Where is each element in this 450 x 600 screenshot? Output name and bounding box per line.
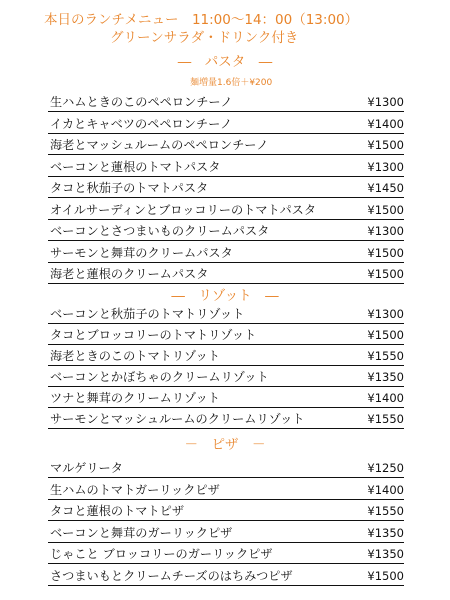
menu-item-row (48, 115, 404, 134)
menu-item-name: ベーコンと蓮根のトマトパスタ (50, 159, 221, 174)
menu-item-row (48, 347, 404, 366)
menu-item-name: タコと蓮根のトマトピザ (50, 504, 185, 518)
menu-item-row (48, 201, 404, 220)
menu-item-price: ¥1300 (367, 224, 404, 238)
menu-item-row (48, 481, 404, 500)
pasta-note: 麺増量1.6倍＋¥200 (190, 78, 273, 88)
menu-item-name: オイルサーディンとブロッコリーのトマトパスタ (50, 202, 317, 217)
menu-item-name: ツナと舞茸のクリームリゾット (50, 391, 220, 405)
menu-item-row (48, 524, 404, 543)
menu-item-name: イカとキャベツのペペロンチーノ (50, 116, 233, 131)
menu-item-price: ¥1400 (367, 116, 404, 131)
menu-item-name: 海老ときのこのトマトリゾット (50, 349, 220, 363)
menu-item-row (48, 179, 404, 198)
menu-item-row (48, 368, 404, 387)
menu-item-price: ¥1500 (367, 202, 404, 217)
menu-item-name: ベーコンとさつまいものクリームパスタ (50, 224, 270, 238)
menu-item-row (48, 459, 404, 478)
menu-item-row (48, 305, 404, 324)
menu-item-price: ¥1250 (367, 461, 404, 475)
menu-item-name: 海老とマッシュルームのペペロンチーノ (50, 138, 269, 152)
menu-item-price: ¥1300 (367, 159, 404, 174)
menu-item-price: ¥1500 (367, 568, 404, 583)
menu-item-price: ¥1300 (367, 95, 404, 109)
menu-item-name: タコと秋茄子のトマトパスタ (50, 181, 209, 195)
menu-item-row (48, 502, 404, 521)
menu-item-name: 海老と蓮根のクリームパスタ (50, 267, 209, 281)
menu-item-name: マルゲリータ (50, 461, 123, 475)
menu-item-name: 生ハムのトマトガーリックピザ (50, 482, 220, 497)
menu-item-row (48, 222, 404, 241)
menu-item-name: ベーコンと秋茄子のトマトリゾット (50, 307, 245, 321)
menu-item-row (48, 265, 404, 284)
section-title-pizza: － ピザ － (184, 437, 266, 453)
menu-item-name: じゃこと ブロッコリーのガーリックピザ (50, 547, 273, 561)
menu-item-price: ¥1550 (367, 349, 404, 363)
menu-item-row (48, 136, 404, 155)
menu-item-price: ¥1500 (367, 245, 404, 260)
menu-item-price: ¥1500 (367, 328, 404, 342)
menu-item-row (48, 389, 404, 408)
menu-item-row (48, 244, 404, 263)
menu-item-price: ¥1350 (367, 547, 404, 561)
menu-item-price: ¥1450 (367, 181, 404, 195)
section-title-risotto: ― リゾット ― (171, 288, 279, 304)
menu-item-row (48, 158, 404, 177)
menu-item-price: ¥1400 (367, 391, 404, 405)
menu-item-row (48, 545, 404, 564)
menu-item-name: サーモンと舞茸のクリームパスタ (50, 245, 233, 260)
menu-item-row (48, 93, 404, 112)
menu-item-price: ¥1550 (367, 504, 404, 518)
menu-item-name: ベーコンとかぼちゃのクリームリゾット (50, 370, 269, 384)
menu-item-name: ベーコンと舞茸のガーリックピザ (50, 525, 233, 540)
menu-item-price: ¥1350 (367, 525, 404, 540)
menu-item-name: サーモンとマッシュルームのクリームリゾット (50, 412, 305, 426)
menu-item-price: ¥1500 (367, 138, 404, 152)
menu-item-price: ¥1500 (367, 267, 404, 281)
menu-item-price: ¥1550 (367, 412, 404, 426)
menu-item-name: さつまいもとクリームチーズのはちみつピザ (50, 568, 293, 583)
menu-subtitle: グリーンサラダ・ドリンク付き (110, 30, 299, 46)
section-title-pasta: ― パスタ ― (177, 54, 273, 70)
menu-item-price: ¥1350 (367, 370, 404, 384)
menu-item-name: 生ハムときのこのペペロンチーノ (50, 95, 233, 109)
menu-item-name: タコとブロッコリーのトマトリゾット (50, 328, 257, 342)
menu-item-price: ¥1400 (367, 482, 404, 497)
menu-title: 本日のランチメニュー 11:00～14：00（13:00） (44, 12, 359, 28)
menu-item-row (48, 567, 404, 586)
menu-item-row (48, 326, 404, 345)
menu-item-row (48, 410, 404, 429)
menu-item-price: ¥1300 (367, 307, 404, 321)
